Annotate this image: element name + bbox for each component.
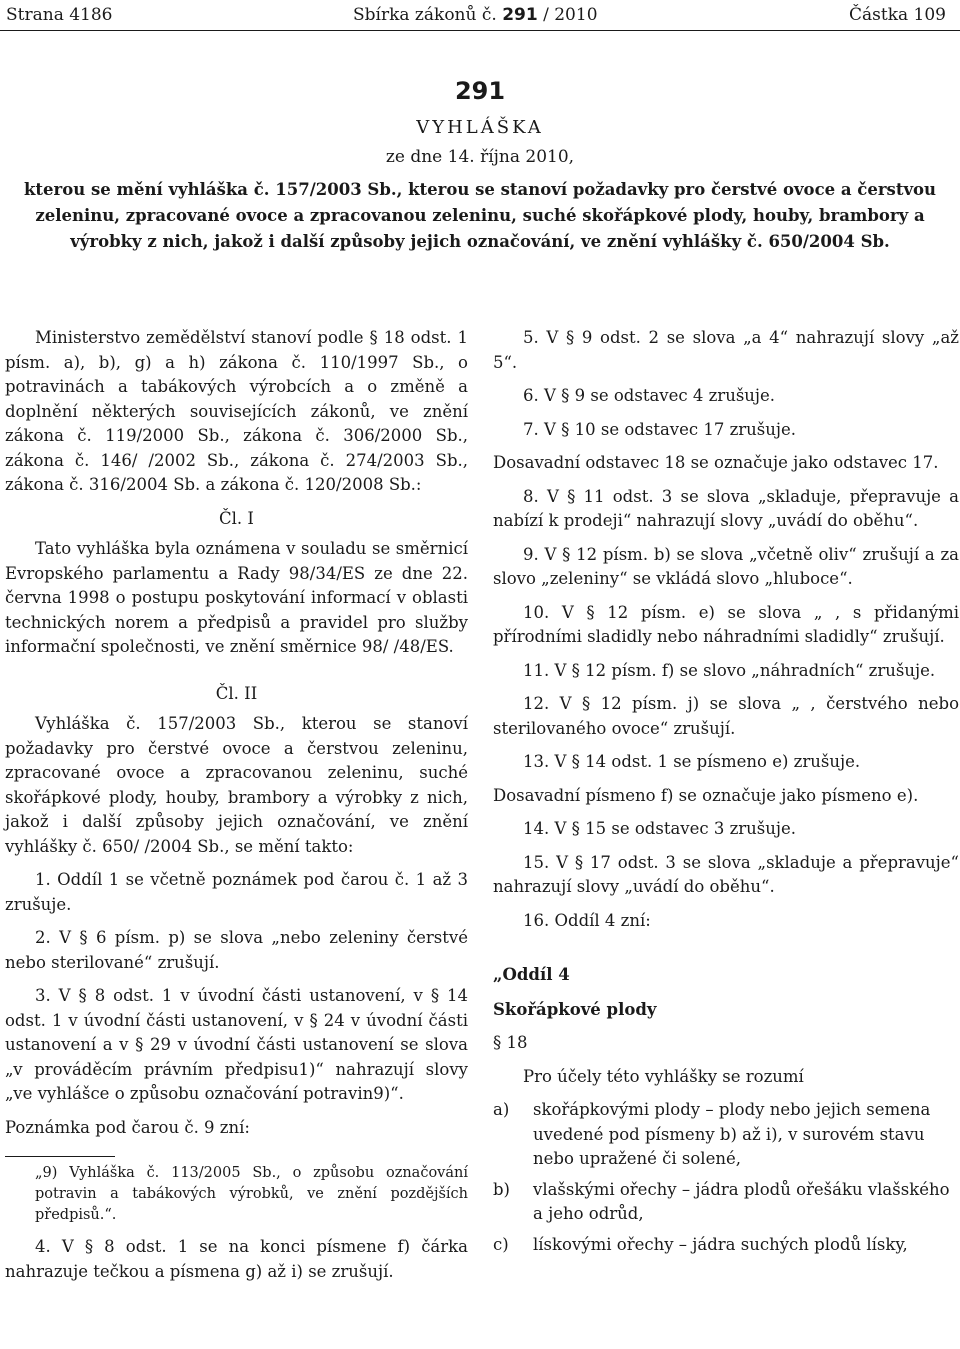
amendment-8: 8. V § 11 odst. 3 se slova „skladuje, přepravuje a nabízí k prodeji“ nahrazují slovy „uvádí do oběhu“. bbox=[493, 486, 959, 530]
list-marker: b) bbox=[493, 1179, 510, 1199]
list-marker: a) bbox=[493, 1100, 510, 1119]
amendment-13: 13. V § 14 odst. 1 se písmeno e) zrušuje. bbox=[523, 752, 861, 771]
page-header bbox=[0, 0, 960, 31]
amendment-12: 12. V § 12 písm. j) se slova „ , čerstvého nebo sterilovaného ovoce“ zrušují. bbox=[493, 694, 959, 738]
collection-year: / 2010 bbox=[543, 5, 598, 25]
amendment-3: 3. V § 8 odst. 1 v úvodní části ustanovení, v § 14 odst. 1 v úvodní části ustanovení, v § 24 v úvodní části ustanovení a v § 29 v úvodní části ustanovení se slova „v prováděcím právním předpisu1)“ nahrazují slovy „ve vyhlášce o způsobu označování potravin9)“. bbox=[5, 986, 468, 1103]
decree-date: ze dne 14. října 2010, bbox=[385, 147, 575, 167]
article-1-text: Tato vyhláška byla oznámena v souladu se směrnicí Evropského parlamentu a Rady 98/34/ES ze dne 22. června 1998 o postupu poskytování informací v oblasti technických norem a předpisů a pravidel pro služby informační společnosti, ve znění směrnice 98/ /48/ES. bbox=[5, 539, 468, 656]
intro-paragraph: Ministerstvo zemědělství stanoví podle § 18 odst. 1 písm. a), b), g) a h) zákona č. 110/1997 Sb., o potravinách a tabákových výrobcích a o změně a doplnění některých souvisejících zákonů, ve znění zákona č. 119/2000 Sb., zákona č. 306/2000 Sb., zákona č. 146/ /2002 Sb., zákona č. 274/2003 Sb., zákona č. 316/2004 Sb. a zákona č. 120/2008 Sb.: bbox=[5, 328, 468, 494]
article-2-heading: Čl. II bbox=[215, 683, 258, 703]
list-text: lískovými ořechy – jádra suchých plodů lísky, bbox=[533, 1234, 908, 1254]
document-title bbox=[0, 77, 960, 255]
list-item bbox=[493, 1178, 959, 1227]
amendment-2: 2. V § 6 písm. p) se slova „nebo zeleniny čerstvé nebo sterilované“ zrušují. bbox=[5, 928, 468, 972]
amendment-13-note: Dosavadní písmeno f) se označuje jako písmeno e). bbox=[493, 785, 919, 805]
definition-intro: Pro účely této vyhlášky se rozumí bbox=[523, 1066, 804, 1086]
header-rule bbox=[0, 30, 960, 31]
list-item bbox=[493, 1233, 959, 1258]
amendment-1: 1. Oddíl 1 se včetně poznámek pod čarou č. 1 až 3 zrušuje. bbox=[5, 870, 468, 914]
list-text: vlašskými ořechy – jádra plodů ořešáku vlašského a jeho odrůd, bbox=[533, 1179, 950, 1223]
left-column bbox=[5, 326, 468, 1293]
issue-number: Částka 109 bbox=[849, 5, 946, 25]
section-title: „Oddíl 4 bbox=[493, 965, 570, 984]
list-marker: c) bbox=[493, 1234, 509, 1254]
amendment-6: 6. V § 9 se odstavec 4 zrušuje. bbox=[523, 386, 776, 405]
amendment-4: 4. V § 8 odst. 1 se na konci písmene f) čárka nahrazuje tečkou a písmena g) až i) se zrušují. bbox=[5, 1237, 468, 1281]
footnote-rule bbox=[5, 1156, 115, 1157]
collection-number: 291 bbox=[502, 5, 538, 25]
page-number: Strana 4186 bbox=[6, 5, 113, 25]
amendment-16: 16. Oddíl 4 zní: bbox=[523, 910, 651, 930]
paragraph-mark: § 18 bbox=[493, 1033, 528, 1052]
amendment-7-note: Dosavadní odstavec 18 se označuje jako odstavec 17. bbox=[493, 453, 939, 472]
section-subtitle: Skořápkové plody bbox=[493, 999, 657, 1019]
article-2-text: Vyhláška č. 157/2003 Sb., kterou se stanoví požadavky pro čerstvé ovoce a čerstvou zeleninu, zpracované ovoce a zpracovanou zeleninu, suché skořápkové plody, houby, brambory a výrobky z nich, jakož i další způsoby jejich označování, ve znění vyhlášky č. 650/ /2004 Sb., se mění takto: bbox=[5, 714, 468, 856]
footnote-text: „9) Vyhláška č. 113/2005 Sb., o způsobu označování potravin a tabákových výrobků, ve znění pozdějších předpisů.“. bbox=[35, 1165, 468, 1223]
footnote-label: Poznámka pod čarou č. 9 zní: bbox=[5, 1117, 250, 1137]
list-text: skořápkovými plody – plody nebo jejich semena uvedené pod písmeny b) až i), v surovém stavu nebo upražené či solené, bbox=[533, 1100, 931, 1168]
list-item bbox=[493, 1098, 959, 1172]
amendment-5: 5. V § 9 odst. 2 se slova „a 4“ nahrazují slovy „až 5“. bbox=[493, 328, 959, 372]
decree-number: 291 bbox=[454, 77, 506, 105]
decree-kind: VYHLÁŠKA bbox=[416, 117, 544, 138]
right-column bbox=[493, 326, 959, 1263]
amendment-15: 15. V § 17 odst. 3 se slova „skladuje a přepravuje“ nahrazují slovy „uvádí do oběhu“. bbox=[493, 852, 959, 896]
amendment-11: 11. V § 12 písm. f) se slovo „náhradních“ zrušuje. bbox=[523, 660, 936, 680]
article-1-heading: Čl. I bbox=[219, 508, 254, 528]
amendment-14: 14. V § 15 se odstavec 3 zrušuje. bbox=[523, 819, 797, 838]
decree-subject: kterou se mění vyhláška č. 157/2003 Sb., kterou se stanoví požadavky pro čerstvé ovoce a čerstvou zeleninu, zpracované ovoce a zpracovanou zeleninu, suché skořápkové plody, houby, brambory a výrobky z nich, jakož i další způsoby jejich označování, ve znění vyhlášky č. 650/2004 Sb. bbox=[23, 180, 937, 251]
collection-title bbox=[353, 5, 598, 25]
amendment-7: 7. V § 10 se odstavec 17 zrušuje. bbox=[523, 419, 797, 439]
collection-prefix: Sbírka zákonů č. bbox=[353, 5, 497, 25]
amendment-9: 9. V § 12 písm. b) se slova „včetně oliv“ zrušují a za slovo „zeleniny“ se vkládá slovo „hluboce“. bbox=[493, 544, 959, 588]
amendment-10: 10. V § 12 písm. e) se slova „ , s přidanými přírodními sladidly nebo náhradními sladidly“ zrušují. bbox=[493, 602, 959, 646]
